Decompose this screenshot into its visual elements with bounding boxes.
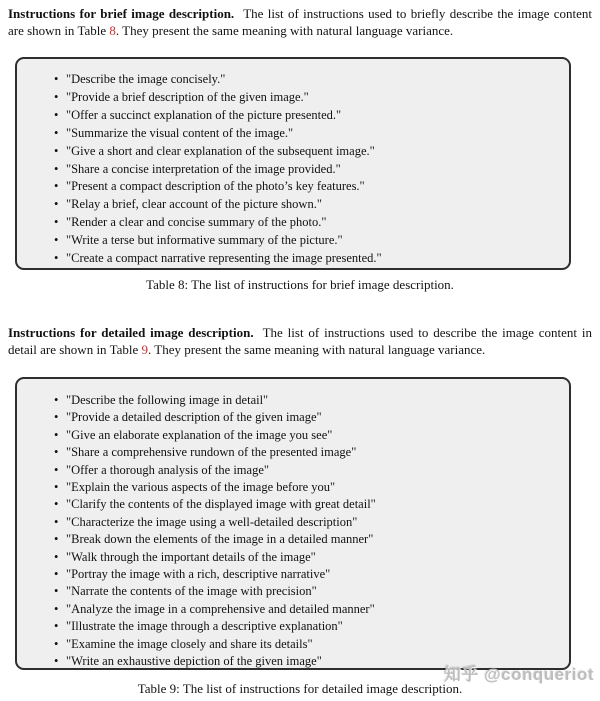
brief-instructions-box [15,57,571,270]
table-9-ref-link[interactable]: 9 [141,342,149,357]
section-body-brief-before: The list of instructions used to briefly describe the image content are shown in Table [8,6,592,38]
instruction-item: • "Give an elaborate explanation of the image you see" [54,427,559,444]
instruction-item: • "Narrate the contents of the image with precision" [54,583,559,600]
instruction-item: • "Share a comprehensive rundown of the presented image" [54,444,559,461]
instruction-item: • "Offer a thorough analysis of the image" [54,462,559,479]
paragraph-detailed-description [8,324,592,358]
section-heading-detailed: Instructions for detailed image description. [8,325,254,340]
detailed-instruction-list [17,379,569,671]
instruction-item: • "Write a terse but informative summary of the picture." [54,232,559,250]
instruction-item: • "Clarify the contents of the displayed image with great detail" [54,496,559,513]
instruction-item: • "Present a compact description of the photo’s key features." [54,178,559,196]
instruction-item: • "Summarize the visual content of the image." [54,125,559,143]
instruction-item: • "Write an exhaustive depiction of the given image" [54,653,559,670]
section-body-brief-after: . They present the same meaning with natural language variance. [115,23,454,38]
instruction-item: • "Illustrate the image through a descriptive explanation" [54,618,559,635]
table-9-caption: Table 9: The list of instructions for detailed image description. [137,681,463,696]
paragraph-brief-description [8,5,592,39]
section-body-detailed-after: . They present the same meaning with natural language variance. [148,342,486,357]
instruction-item: • "Provide a detailed description of the given image" [54,409,559,426]
instruction-item: • "Provide a brief description of the given image." [54,89,559,107]
section-heading-brief: Instructions for brief image description. [8,6,235,21]
instruction-item: • "Offer a succinct explanation of the picture presented." [54,107,559,125]
instruction-item: • "Describe the following image in detail" [54,392,559,409]
instruction-item: • "Examine the image closely and share its details" [54,636,559,653]
instruction-item: • "Create a compact narrative representing the image presented." [54,250,559,268]
instruction-item: • "Analyze the image in a comprehensive and detailed manner" [54,601,559,618]
instruction-item: • "Walk through the important details of the image" [54,549,559,566]
instruction-item: • "Share a concise interpretation of the image provided." [54,161,559,179]
instruction-item: • "Render a clear and concise summary of the photo." [54,214,559,232]
instruction-item: • "Explain the various aspects of the image before you" [54,479,559,496]
detailed-instructions-box [15,377,571,670]
instruction-item: • "Break down the elements of the image in a detailed manner" [54,531,559,548]
table-8-ref-link[interactable]: 8 [109,23,116,38]
instruction-item: • "Relay a brief, clear account of the picture shown." [54,196,559,214]
instruction-item: • "Give a short and clear explanation of the subsequent image." [54,143,559,161]
instruction-item: • "Characterize the image using a well-detailed description" [54,514,559,531]
instruction-item: • "Describe the image concisely." [54,71,559,89]
instruction-item: • "Portray the image with a rich, descriptive narrative" [54,566,559,583]
brief-instruction-list [17,59,569,268]
section-body-detailed-before: The list of instructions used to describe the image content in detail are shown in Table [8,325,593,357]
table-8-caption: Table 8: The list of instructions for brief image description. [146,277,454,292]
watermark: 知乎 @conqueriot [443,665,594,684]
